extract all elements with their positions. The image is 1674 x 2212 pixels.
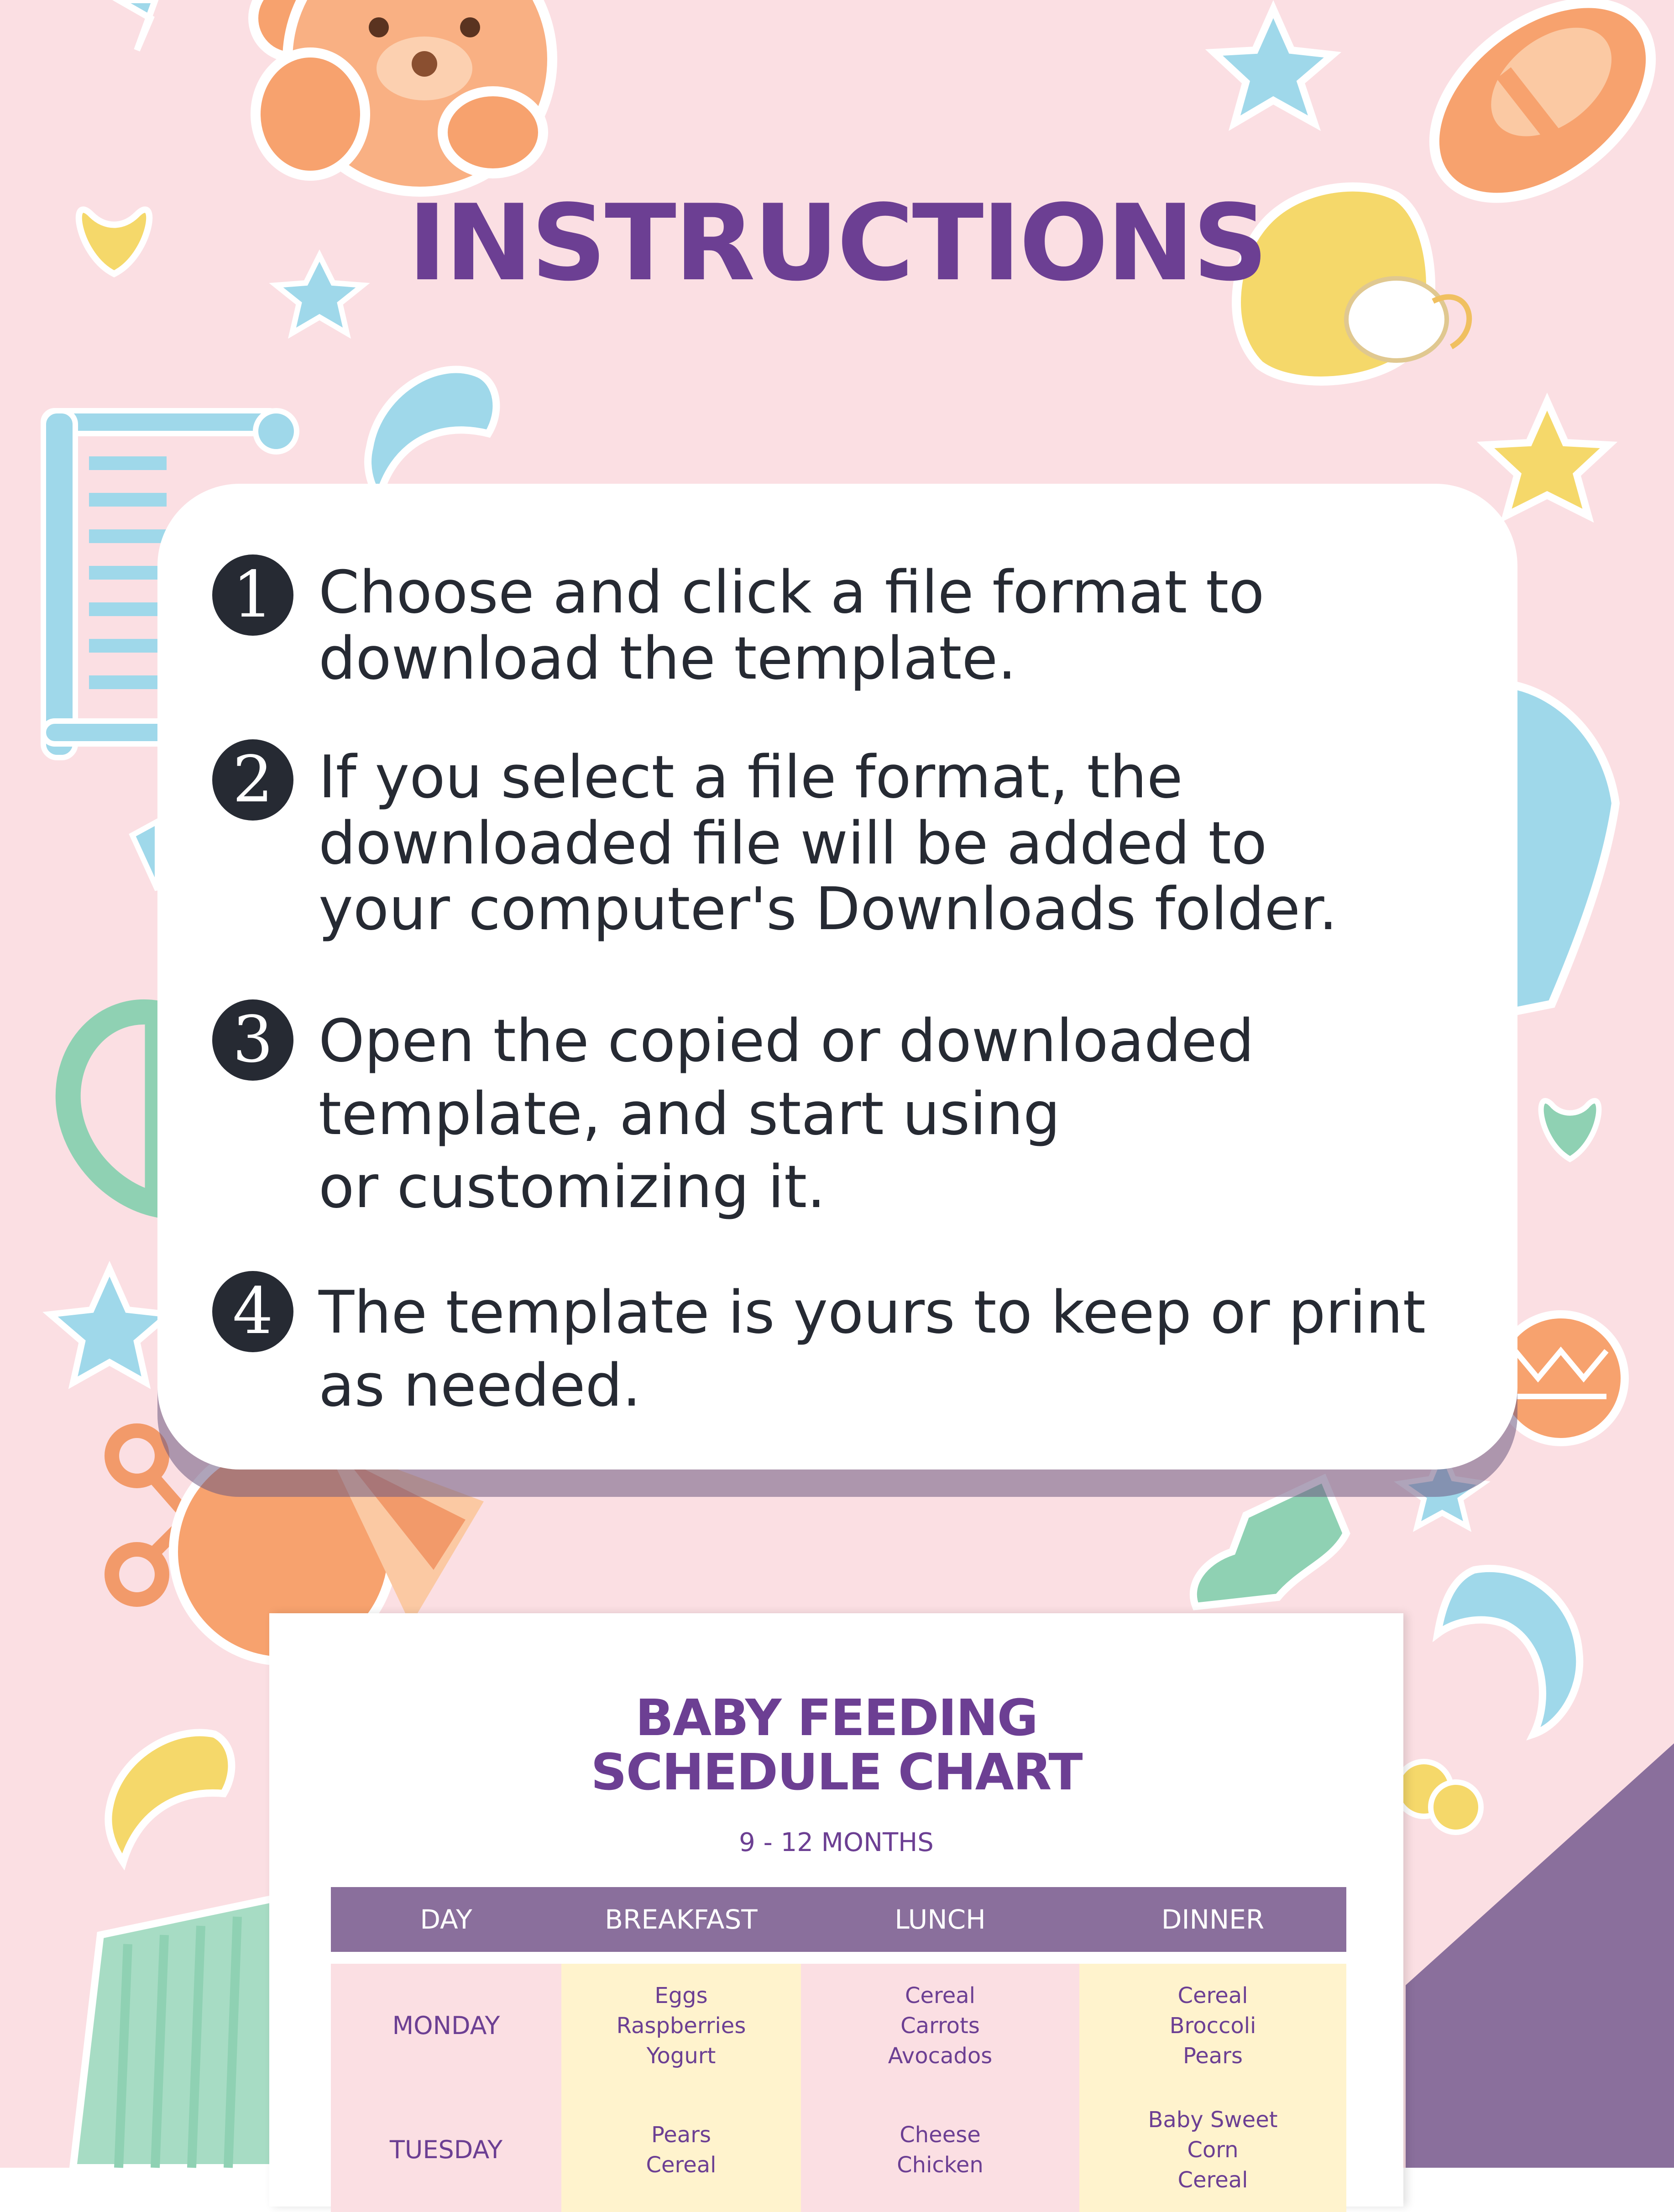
preview-subtitle: 9 - 12 MONTHS — [739, 1828, 934, 1857]
dinner-cell: Cereal Broccoli Pears — [1079, 1964, 1346, 2088]
step-number-badge: 2 — [212, 739, 293, 821]
lunch-cell: Cheese Chicken — [801, 2088, 1079, 2212]
step-number-badge: 3 — [212, 999, 293, 1081]
breakfast-cell: Pears Cereal — [561, 2088, 801, 2212]
breakfast-cell: Eggs Raspberries Yogurt — [561, 1964, 801, 2088]
column-header-day: DAY — [331, 1887, 561, 1964]
star-icon — [119, 0, 155, 50]
star-icon — [50, 1269, 169, 1383]
instructions-card — [157, 484, 1517, 1469]
step-text: Open the copied or downloaded template, and start using or customizing it. — [319, 1007, 1255, 1221]
day-cell: MONDAY — [331, 1964, 561, 2088]
step-number-badge: 4 — [212, 1271, 293, 1352]
column-header-dinner: DINNER — [1079, 1887, 1346, 1964]
pacifier-icon — [68, 1012, 157, 1205]
page-title: INSTRUCTIONS — [408, 183, 1266, 304]
step-4 — [212, 1271, 1426, 1422]
dinner-cell: Baby Sweet Corn Cereal — [1079, 2088, 1346, 2212]
column-header-breakfast: BREAKFAST — [561, 1887, 801, 1964]
heart-icon — [1541, 1101, 1599, 1159]
column-header-lunch: LUNCH — [801, 1887, 1079, 1964]
sock-icon — [1193, 1479, 1346, 1606]
preview-title: BABY FEEDING SCHEDULE CHART — [591, 1689, 1082, 1801]
teddy-bear-icon — [253, 0, 552, 192]
step-text: If you select a file format, the downloaded file will be added to your computer's Downloads folder. — [319, 743, 1338, 944]
table-row — [331, 2088, 1346, 2212]
step-text: Choose and click a file format to download the template. — [319, 559, 1265, 693]
moon-icon — [368, 370, 496, 497]
step-text: The template is yours to keep or print as needed. — [319, 1279, 1426, 1420]
step-3 — [212, 999, 1254, 1224]
triangle-shape — [132, 821, 157, 890]
star-icon — [1486, 402, 1609, 516]
day-cell: TUESDAY — [331, 2088, 561, 2212]
table-row — [331, 1964, 1346, 2088]
step-1 — [212, 554, 1264, 692]
blanket-icon — [73, 1898, 274, 2168]
step-number-badge: 1 — [212, 554, 293, 636]
star-icon — [1214, 9, 1333, 123]
lunch-cell: Cereal Carrots Avocados — [801, 1964, 1079, 2088]
moon-icon — [108, 1733, 231, 1862]
feeding-schedule-table — [331, 1887, 1346, 2212]
template-preview — [269, 1613, 1403, 2207]
baby-clothes-icon — [1506, 685, 1616, 1013]
corner-accent — [1406, 1743, 1674, 2168]
moon-icon — [1438, 1569, 1580, 1734]
step-2 — [212, 739, 1338, 943]
table-header-row — [331, 1887, 1346, 1964]
